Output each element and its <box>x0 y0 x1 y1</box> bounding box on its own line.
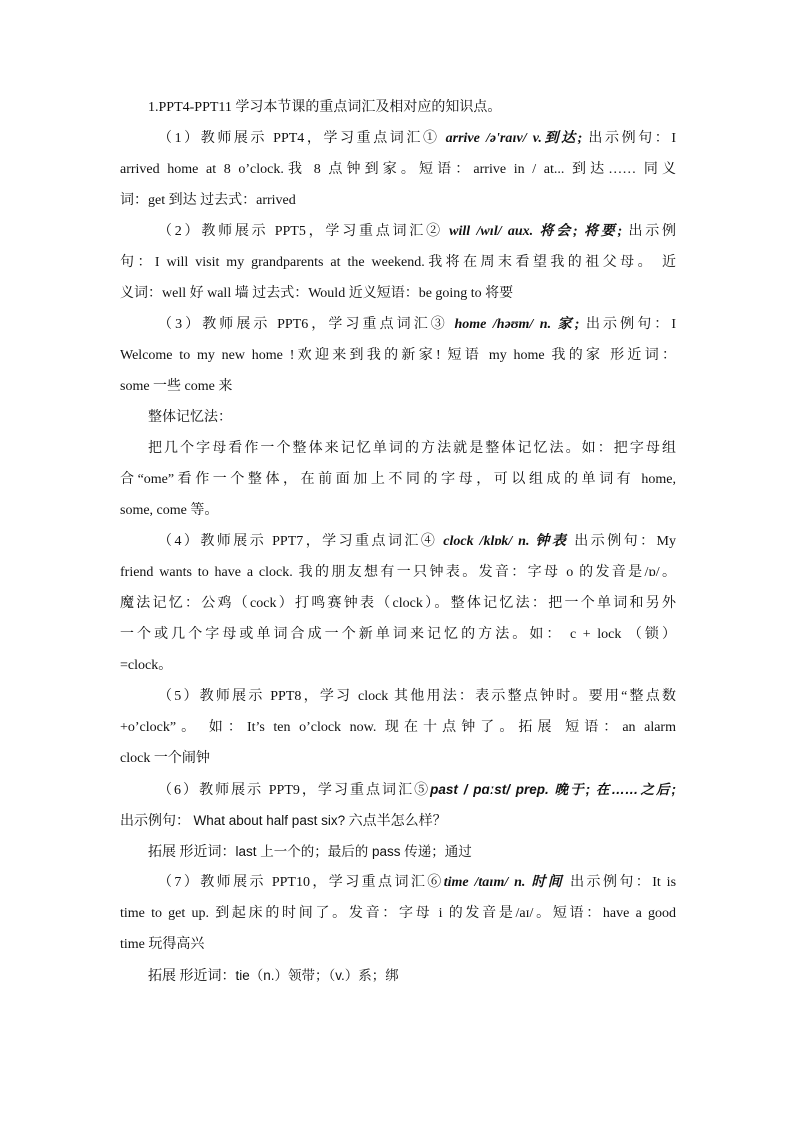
text-segment: 拓展 形近词： <box>148 845 236 860</box>
text-segment: （2）教师展示 PPT5，学习重点词汇② <box>158 224 450 239</box>
text-line: =clock。 <box>120 658 173 673</box>
text-segment: will /wɪl/ aux. 将会; 将要; <box>449 224 623 239</box>
text-segment: 出示例句：My <box>568 534 676 549</box>
text-line: some, come 等。 <box>120 503 219 518</box>
text-line: time 玩得高兴 <box>120 937 205 952</box>
text-line: 词：get 到达 过去式：arrived <box>120 193 296 208</box>
text-segment: 出示例句：I <box>579 317 676 332</box>
text-segment: （4）教师展示 PPT7，学习重点词汇④ <box>158 534 444 549</box>
text-segment: 出示例 <box>622 224 676 239</box>
text-segment: 出示例句：I <box>582 131 676 146</box>
text-line: 义词：well 好 wall 墙 过去式：Would 近义短语：be going to 将要 <box>120 286 514 301</box>
text-line: +o’clock”。 如：It’s ten o’clock now. 现在十点钟了。拓展 短语：an alarm <box>120 720 676 735</box>
text-line <box>120 867 676 898</box>
text-line <box>120 309 676 340</box>
text-segment: （1）教师展示 PPT4，学习重点词汇① <box>158 131 446 146</box>
text-segment: clock /klɒk/ n. 钟表 <box>443 534 569 549</box>
text-line: Welcome to my new home !欢迎来到我的新家! 短语 my home 我的家 形近词： <box>120 348 676 363</box>
text-line: friend wants to have a clock. 我的朋友想有一只钟表。发音：字母 o 的发音是/ɒ/。 <box>120 565 676 580</box>
text-line: time to get up. 到起床的时间了。发音：字母 i 的发音是/aɪ/。短语：have a good <box>120 906 676 921</box>
text-line: clock 一个闹钟 <box>120 751 210 766</box>
text-segment: time /taɪm/ n. 时间 <box>443 875 565 890</box>
text-line: 1.PPT4-PPT11 学习本节课的重点词汇及相对应的知识点。 <box>148 100 502 115</box>
text-segment: 出示例句：It is <box>564 875 676 890</box>
text-line <box>120 123 676 154</box>
text-segment: home /həʊm/ n. 家; <box>454 317 580 332</box>
text-segment: What about half past six? <box>193 813 346 828</box>
text-segment: tie（n.）领带；（v.）系；绑 <box>235 968 399 983</box>
text-line: （5）教师展示 PPT8，学习 clock 其他用法：表示整点钟时。要用“整点数 <box>158 689 676 704</box>
text-segment: 出示例句： <box>120 814 194 829</box>
text-line <box>120 805 676 836</box>
text-segment: 六点半怎么样？ <box>345 814 447 829</box>
text-line <box>120 960 676 991</box>
text-line: 整体记忆法： <box>148 410 232 425</box>
text-line: 句：I will visit my grandparents at the weekend.我将在周末看望我的祖父母。 近 <box>120 255 676 270</box>
text-line: 合“ome”看作一个整体，在前面加上不同的字母，可以组成的单词有 home, <box>120 472 676 487</box>
text-line: 魔法记忆：公鸡（cock）打鸣赛钟表（clock）。整体记忆法：把一个单词和另外 <box>120 596 676 611</box>
text-segment: arrive /ə'raɪv/ v.到达; <box>445 131 583 146</box>
text-line <box>120 526 676 557</box>
text-line <box>120 836 676 867</box>
text-segment: （7）教师展示 PPT10，学习重点词汇⑥ <box>158 875 444 890</box>
text-segment: （6）教师展示 PPT9，学习重点词汇⑤ <box>158 783 431 798</box>
text-line <box>120 216 676 247</box>
text-line: arrived home at 8 o’clock.我 8 点钟到家。短语：arrive in / at... 到达…… 同义 <box>120 162 676 177</box>
text-line: some 一些 come 来 <box>120 379 233 394</box>
text-line <box>120 774 676 805</box>
text-segment: （3）教师展示 PPT6，学习重点词汇③ <box>158 317 455 332</box>
text-line: 一个或几个字母或单词合成一个新单词来记忆的方法。如： c + lock （锁） <box>120 627 676 642</box>
text-segment: last 上一个的；最后的 pass 传递；通过 <box>235 844 472 859</box>
text-line: 把几个字母看作一个整体来记忆单词的方法就是整体记忆法。如：把字母组 <box>148 441 676 456</box>
text-segment: past / pɑːst/ prep. 晚于; 在……之后; <box>430 782 676 797</box>
document-body <box>120 92 676 991</box>
text-segment: 拓展 形近词： <box>148 969 236 984</box>
